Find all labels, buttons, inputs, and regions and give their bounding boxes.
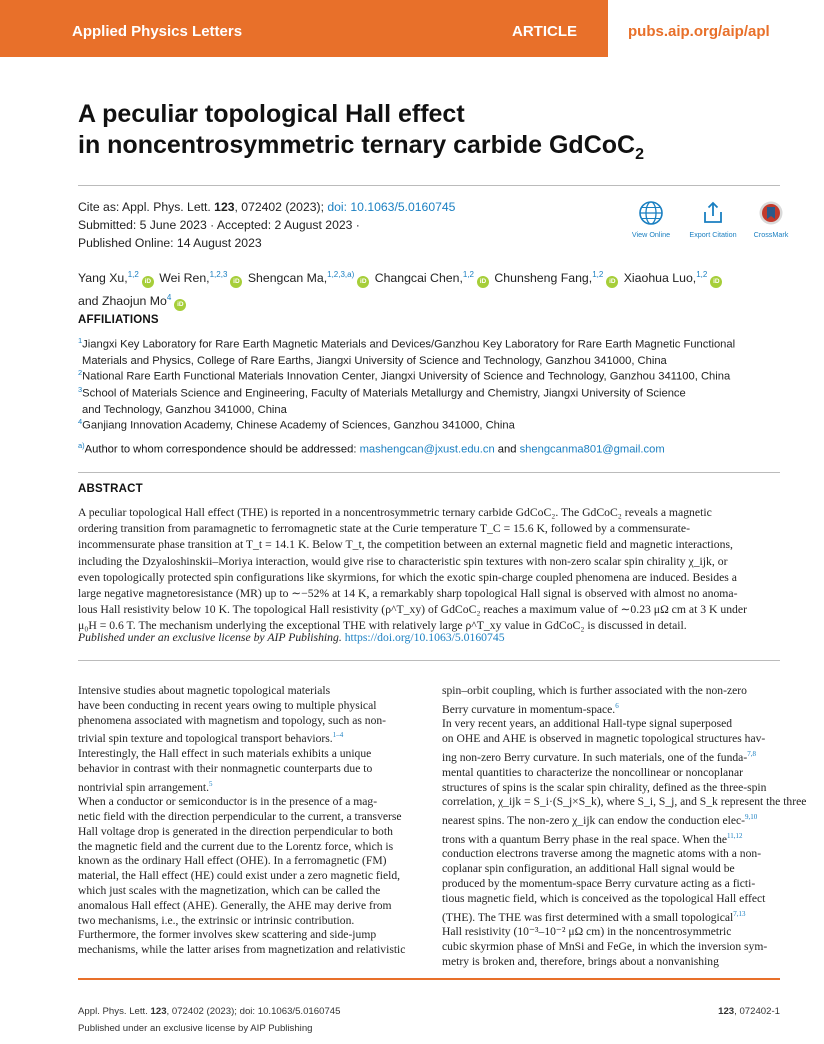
- orcid-icon[interactable]: iD: [230, 276, 242, 288]
- reference-link[interactable]: 9,10: [745, 813, 758, 822]
- affiliation-4: $^4$Ganjiang Innovation Academy, Chinese Academy of Sciences, Ganzhou 341000, China: [78, 417, 515, 432]
- author-name[interactable]: Changcai Chen,: [374, 271, 463, 286]
- export-icon: [700, 200, 726, 226]
- orcid-icon[interactable]: iD: [710, 276, 722, 288]
- journal-name[interactable]: Applied Physics Letters: [72, 23, 243, 40]
- author-name[interactable]: Chunsheng Fang,: [494, 271, 593, 286]
- orcid-icon[interactable]: iD: [142, 276, 154, 288]
- view-online-button[interactable]: View Online: [621, 200, 681, 242]
- reference-link[interactable]: 7,8: [747, 750, 756, 759]
- article-title: [78, 99, 778, 170]
- footer-citation: Appl. Phys. Lett. 123, 072402 (2023); doi: 10.1063/5.0160745: [78, 1006, 341, 1017]
- title-line-1: A peculiar topological Hall effect: [78, 100, 465, 128]
- correspondence-note: $^{a)}$Author to whom correspondence should be addressed: mashengcan@jxust.edu.cn and shengcanma801@gmail.com: [78, 441, 665, 456]
- page-number: 123, 072402-1: [718, 1006, 780, 1017]
- reference-link[interactable]: 5: [209, 779, 213, 788]
- crossmark-button[interactable]: CrossMark: [741, 200, 801, 242]
- orcid-icon[interactable]: iD: [477, 276, 489, 288]
- author-name[interactable]: Zhaojun Mo: [101, 294, 167, 309]
- author-list: Yang Xu,$^{1,2}$iD Wei Ren,$^{1,2,3}$iD Shengcan Ma,$^{1,2,3,a)}$iD Changcai Chen,$^{1,2}$iD Chunsheng Fang,$^{1,2}$iD Xiaohua Luo,$^{1,2}$iD and Zhaojun Mo$^4$iD: [78, 265, 788, 311]
- affiliations-heading: AFFILIATIONS: [78, 314, 159, 326]
- body-column-right: spin–orbit coupling, which is further associated with the non-zero Berry curvature in momentum-space.$^6$ In very recent years, an additional Hall-type signal superposed on OHE and AHE is observed in magnetic topological structures hav- ing non-zero Berry curvature. In such materials, one of the funda-$^{7,8}$ mental quantities to characterize the noncollinear or noncoplanar structures of spins is the scalar spin chirality, defined as the three-spin correlation, χ_ijk = S_i·(S_j×S_k), where S_i, S_j, and S_k represent the three nearest spins. The non-zero χ_ijk can endow the conduction elec-$^{9,10}$ trons with a quantum Berry phase in the real space. When the$^{11,12}$ conduction electrons traverse among the magnetic atoms with a non- coplanar spin configuration, an additional Hall signal would be produced by the momentum-space Berry curvature acting as a ficti- tious magnetic field, which is conceived as the topological Hall effect (THE). The THE was first determined with a small topological$^{7,13}$ Hall resistivity (10⁻³–10⁻² μΩ cm) in the noncentrosymmetric cubic skyrmion phase of MnSi and FeGe, in which the inversion sym- metry is broken and, therefore, brings about a nonvanishing: [442, 684, 807, 968]
- export-citation-button[interactable]: Export Citation: [683, 200, 743, 242]
- published-date: Published Online: 14 August 2023: [78, 236, 262, 250]
- doi-link[interactable]: doi: 10.1063/5.0160745: [327, 200, 456, 214]
- citation-block: Cite as: Appl. Phys. Lett. 123, 072402 (2023); doi: 10.1063/5.0160745 Submitted: 5 June 2023 · Accepted: 2 August 2023 · Published Online: 14 August 2023: [78, 198, 598, 252]
- journal-site-link[interactable]: pubs.aip.org/aip/apl: [628, 23, 770, 40]
- abstract-divider: [78, 472, 780, 473]
- email-link[interactable]: shengcanma801@gmail.com: [519, 443, 665, 456]
- email-link[interactable]: mashengcan@jxust.edu.cn: [359, 443, 495, 456]
- title-divider: [78, 185, 780, 186]
- affiliation-2: $^2$National Rare Earth Functional Materials Innovation Center, Jiangxi University of Science and Technology, Ganzhou 341100, China: [78, 368, 731, 383]
- body-column-left: Intensive studies about magnetic topological materials have been conducting in recent years owing to multiple physical phenomena associated with magnetism and topology, such as non- trivial spin texture and topological transport behaviors.$^{1-4}$ Interestingly, the Hall effect in such materials exhibits a unique behavior in contrast with their nonmagnetic counterparts due to nontrivial spin arrangement.$^5$ When a conductor or semiconductor is in the presence of a mag- netic field with the direction perpendicular to the current, a transverse Hall voltage drop is generated in the direction perpendicular to both the magnetic field and the current due to the Lorentz force, which is known as the ordinary Hall effect (OHE). In a ferromagnetic (FM) material, the Hall effect (HE) could exist under a zero magnetic field, which just scales with the magnetization, which can be called the anomalous Hall effect (AHE). Generally, the AHE may derive from two mechanisms, i.e., the extrinsic or intrinsic contribution. Furthermore, the former involves skew scattering and side-jump mechanisms, while the latter arises from magnetization and relativistic: [78, 684, 406, 957]
- author-name[interactable]: Wei Ren,: [159, 271, 210, 286]
- reference-link[interactable]: 7,13: [733, 909, 746, 918]
- submitted-dates: Submitted: 5 June 2023 · Accepted: 2 August 2023 ·: [78, 218, 360, 232]
- author-name[interactable]: Xiaohua Luo,: [623, 271, 697, 286]
- orcid-icon[interactable]: iD: [357, 276, 369, 288]
- abstract-heading: ABSTRACT: [78, 483, 143, 495]
- affiliation-1: $^1$Jiangxi Key Laboratory for Rare Earth Magnetic Materials and Devices/Ganzhou Key Laboratory for Rare Earth Magnetic Functional Materials and Physics, College of Rare Earths, Jiangxi University of Science and Technology, Ganzhou 341000, China: [78, 336, 736, 367]
- globe-icon: [638, 200, 664, 226]
- body-divider: [78, 660, 780, 661]
- license-statement: Published under an exclusive license by AIP Publishing. https://doi.org/10.1063/5.0160745: [78, 631, 505, 644]
- affiliation-3: $^3$School of Materials Science and Engineering, Faculty of Materials Metallurgy and Chemistry, Jiangxi University of Science and Technology, Ganzhou 341000, China: [78, 385, 686, 416]
- orcid-icon[interactable]: iD: [606, 276, 618, 288]
- orcid-icon[interactable]: iD: [174, 299, 186, 311]
- footer-divider: [78, 978, 780, 980]
- reference-link[interactable]: 6: [615, 701, 619, 710]
- abstract-text: A peculiar topological Hall effect (THE) is reported in a noncentrosymmetric ternary carbide GdCoC₂. The GdCoC₂ reveals a magnetic ordering transition from paramagnetic to ferromagnetic state at the Curie temperature T_C = 15.6 K, followed by a commensurate- incommensurate phase transition at T_t = 14.1 K. Below T_t, the competition between an external magnetic field and magnetic interactions, including the Dzyaloshinskii–Moriya interaction, would give rise to characteristic spin textures with non-zero scalar spin chirality χ_ijk, or even topologically protected spin configurations like skyrmions, for which the exotic spin-charge coupled phenomena are induced. Besides a large negative magnetoresistance (MR) up to ∼−52% at 14 K, a remarkably sharp topological Hall signal is observed with almost no anoma- lous Hall resistivity below 10 K. The topological Hall resistivity (ρ^T_xy) of GdCoC₂ reaches a maximum value of ∼0.23 μΩ cm at 3 K under μ₀H = 0.6 T. The mechanism underlying the exceptional THE with relatively large ρ^T_xy value in GdCoC₂ is discussed in detail.: [78, 506, 747, 633]
- crossmark-icon: [758, 200, 784, 226]
- reference-link[interactable]: 11,12: [727, 831, 743, 840]
- journal-banner: [0, 0, 608, 57]
- author-name[interactable]: Yang Xu,: [78, 271, 128, 286]
- reference-link[interactable]: 1–4: [332, 731, 344, 740]
- title-line-2: in noncentrosymmetric ternary carbide GdCoC$_2$: [78, 131, 644, 163]
- author-name[interactable]: Shengcan Ma,: [247, 271, 328, 286]
- doi-url-link[interactable]: https://doi.org/10.1063/5.0160745: [344, 631, 505, 644]
- footer-license: Published under an exclusive license by AIP Publishing: [78, 1023, 313, 1034]
- article-type-label: ARTICLE: [512, 23, 577, 40]
